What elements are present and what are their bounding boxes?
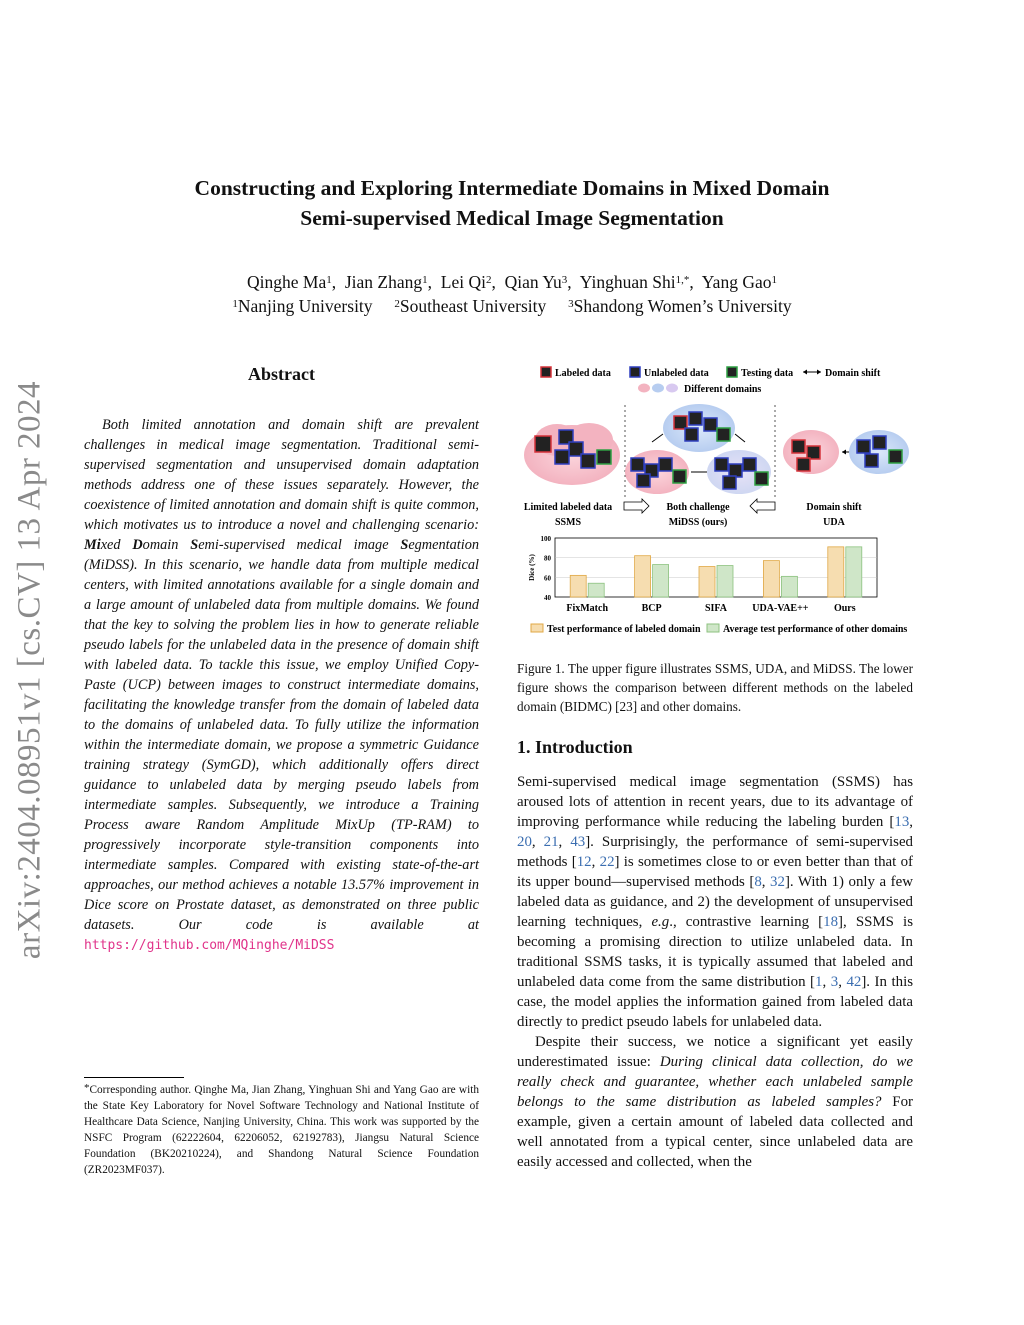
- x-tick-label: UDA-VAE++: [752, 603, 809, 614]
- affiliation-list: [80, 294, 944, 318]
- bar: [717, 566, 733, 597]
- y-tick-label: 100: [540, 535, 551, 543]
- figure-caption: Figure 1. The upper figure illustrates SSMS, UDA, and MiDSS. The lower figure shows the comparison between different methods on the labeled domain (BIDMC) [23] and other domains.: [517, 661, 913, 714]
- scenario-labels: [524, 499, 862, 528]
- labeled-swatch: [541, 367, 551, 377]
- midss-clouds: [625, 404, 771, 494]
- x-tick-label: BCP: [641, 603, 662, 614]
- testing-swatch: [727, 367, 737, 377]
- author: Yinghuan Shi$^{1,*}$: [579, 272, 690, 292]
- affiliation: $^1$Nanjing University: [232, 296, 373, 316]
- bar: [653, 565, 669, 597]
- ssms-cloud: [524, 423, 620, 485]
- chart-legend-other: Average test performance of other domains: [723, 624, 908, 635]
- author: Lei Qi$^2$: [440, 272, 492, 292]
- footnote-rule: [84, 1077, 184, 1078]
- y-tick-label: 80: [544, 554, 551, 563]
- figure-1: [517, 360, 917, 645]
- uda-clouds: [783, 430, 909, 474]
- intro-body: Semi-supervised medical image segmentation (SSMS) has aroused lots of attention in recent years, due to its advantage of improving performance while reducing the labeling burden [13, 20, 21, 43]. Surprisingly, the performance of semi-supervised methods [12, 22] is sometimes close to or even better than that of its upper bound—supervised methods [8, 32]. With 1) only a few labeled data as guidance, and 2) the development of unsupervised learning techniques, e.g., contrastive learning [18], SSMS is becoming a promising direction to utilize unlabeled data. In traditional SSMS tasks, it is typically assumed that labeled and unlabeled data come from the same distribution [1, 3, 42]. In this case, the model applies the information gained from labeled data directly to predict pseudo labels for unlabeled data. Despite their success, we notice a significant yet easily underestimated issue: During clinical data collection, do we really check and guarantee, whether each unlabeled sample belongs to the same distribution as labeled samples? For example, given a certain amount of labeled data collected and well annotated from a typical center, since unlabeled data are easily accessed and collected, when the: [517, 774, 914, 1170]
- figure-legend: [541, 367, 881, 395]
- x-tick-label: Ours: [833, 603, 856, 614]
- left-arrow-icon: [750, 499, 775, 513]
- abstract-heading: Abstract: [248, 364, 315, 384]
- scenario-label: SSMS: [554, 517, 582, 528]
- intro-heading: 1. Introduction: [517, 737, 633, 757]
- unlabeled-swatch: [630, 367, 640, 377]
- scenario-label: UDA: [823, 517, 845, 528]
- y-axis-label: Dice (%): [528, 554, 536, 581]
- x-tick-label: FixMatch: [566, 603, 609, 614]
- bar: [828, 547, 844, 597]
- arxiv-stamp-text: arXiv:2404.08951v1 [cs.CV] 13 Apr 2024: [11, 380, 48, 960]
- title-line-2: Semi-supervised Medical Image Segmentation: [300, 206, 724, 230]
- scenario-label: Domain shift: [806, 502, 862, 513]
- y-tick-label: 40: [544, 594, 551, 602]
- abstract-body: Both limited annotation and domain shift are prevalent challenges in medical image segmentation. Traditional semi-supervised segmentation and unsupervised domain adaptation methods address one of these issues separately. However, the coexistence of limited annotation and domain shift is quite common, which motivates us to introduce a novel and challenging scenario: Mixed Domain Semi-supervised medical image Segmentation (MiDSS). In this scenario, we handle data from multiple medical centers, with limited annotations available for a single domain and a large amount of unlabeled data from multiple domains. We found that the key to solving the problem lies in how to generate reliable pseudo labels for the unlabeled data in the presence of domain shift with labeled data. To tackle this issue, we employ Unified Copy-Paste (UCP) between images to construct intermediate domains, facilitating the knowledge transfer from the domain of labeled data to the domains of unlabeled data. To fully utilize the information within the intermediate domain, we propose a symmetric Guidance training strategy (SymGD), which additionally offers direct guidance to unlabeled data by merging pseudo labels from intermediate samples. Subsequently, we introduce a Training Process aware Random Amplitude MixUp (TP-RAM) to progressively incorporate style-transition components into intermediate samples. Compared with existing state-of-the-art approaches, our method achieves a notable 13.57% improvement in Dice score on Prostate dataset, as demonstrated on three public datasets. Our code is available at https://github.com/MQinghe/MiDSS: [84, 417, 479, 953]
- legend-testing: Testing data: [741, 368, 794, 379]
- bar: [763, 561, 779, 597]
- legend-unlabeled: Unlabeled data: [644, 368, 709, 379]
- author: Jian Zhang$^1$: [344, 272, 428, 292]
- legend-domains: Different domains: [684, 384, 762, 395]
- code-link[interactable]: https://github.com/MQinghe/MiDSS: [84, 938, 335, 953]
- affiliation: $^3$Shandong Women’s University: [568, 296, 792, 316]
- author: Yang Gao$^1$: [701, 272, 777, 292]
- y-tick-label: 60: [544, 574, 551, 583]
- legend-shift: Domain shift: [825, 368, 881, 379]
- scenario-label: Limited labeled data: [523, 502, 613, 513]
- bar: [588, 583, 604, 597]
- scenario-label: MiDSS (ours): [668, 517, 728, 528]
- dice-bar-chart: [528, 535, 877, 614]
- bar: [781, 576, 797, 597]
- bar: [570, 575, 586, 597]
- chart-legend-labeled: Test performance of labeled domain: [547, 624, 701, 635]
- right-arrow-icon: [624, 499, 649, 513]
- author: Qian Yu$^3$: [504, 272, 568, 292]
- scenario-label: Both challenge: [666, 502, 730, 513]
- author-list: Qinghe Ma$^1$, Jian Zhang$^1$, Lei Qi$^2$, Qian Yu$^3$, Yinghuan Shi$^{1,*}$, Yang Gao$^1$: [247, 272, 777, 292]
- footnote: *Corresponding author. Qinghe Ma, Jian Zhang, Yinghuan Shi and Yang Gao are with the State Key Laboratory for Novel Software Technology and National Institute of Healthcare Data Science, Nanjing University, China. This work was supported by the NSFC Program (62222604, 62206052, 62192783), Jiangsu Natural Science Foundation (BK20210224), and Shandong Natural Science Foundation (ZR2023MF037).: [84, 1082, 479, 1176]
- x-tick-label: SIFA: [704, 603, 728, 614]
- affiliation: $^2$Southeast University: [394, 296, 547, 316]
- bar: [699, 567, 715, 597]
- bar: [846, 547, 862, 597]
- paper-title: [80, 173, 944, 233]
- author: Qinghe Ma$^1$: [247, 272, 332, 292]
- title-line-1: Constructing and Exploring Intermediate Domains in Mixed Domain: [194, 176, 830, 200]
- bar: [635, 556, 651, 597]
- legend-labeled: Labeled data: [555, 368, 611, 379]
- arxiv-stamp: [5, 345, 55, 995]
- chart-legend: [531, 624, 907, 635]
